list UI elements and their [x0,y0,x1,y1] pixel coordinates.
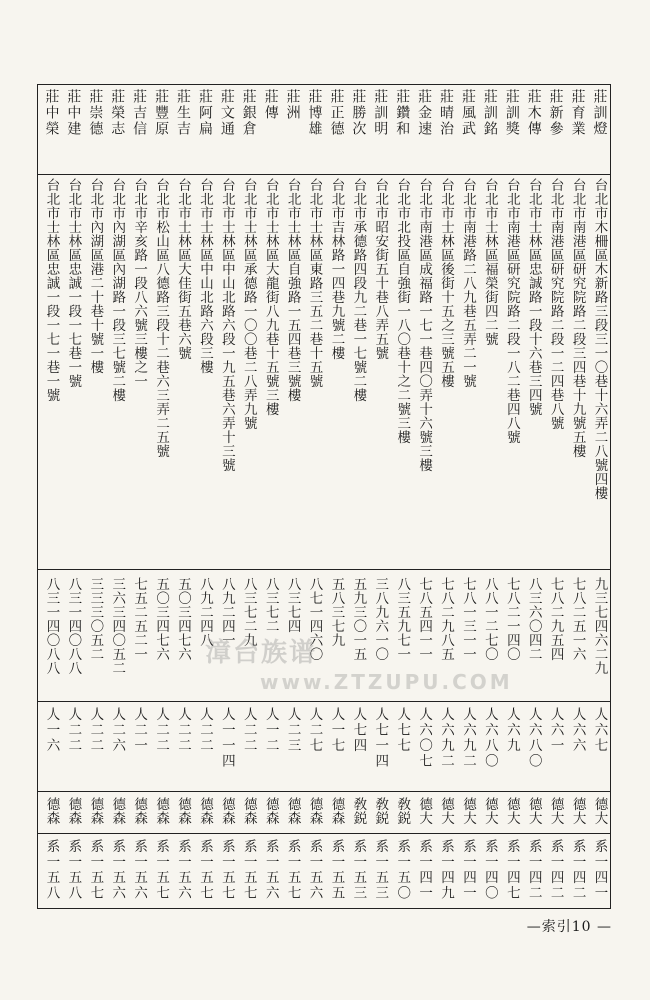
entry-address: 台北市士林區忠誠一段一七一巷一號 [43,178,60,402]
entry-address: 台北市士林區大佳街五巷六號 [175,178,192,360]
entry-father: 德森 [240,797,257,825]
entry-name: 莊鑽和 [394,89,411,137]
entry-generation: 人二二 [65,707,82,754]
entry-name: 莊金速 [416,89,433,137]
entry-father: 德大 [459,797,476,825]
entry-phone: 五八三七九 [328,577,345,647]
entry-address: 台北市南港區成福路一七一巷四〇弄十六號三樓 [416,178,433,472]
branch-row [38,839,610,905]
entry-branch: 系一四二 [547,839,564,901]
entry-generation: 人二二 [175,707,192,754]
entry-generation: 人七七 [394,707,411,754]
entry-name: 莊育業 [569,89,586,137]
entry-address: 台北市昭安街五十巷八弄五號 [372,178,389,360]
entry-branch: 系一四二 [525,839,542,901]
entry-phone: 八三一四〇八八 [43,577,60,675]
entry-phone: 七八一三一一 [459,577,476,661]
entry-branch: 系一五五 [328,839,345,901]
entry-address: 台北市辛亥路一段八六號三樓之一 [131,178,148,388]
entry-name: 莊洲 [284,89,301,121]
entry-branch: 系一五七 [284,839,301,901]
entry-name: 莊生吉 [175,89,192,137]
entry-address: 台北市士林區自強路一五四巷三號樓 [284,178,301,402]
entry-phone: 八三七二 [262,577,279,633]
entry-branch: 系一五六 [262,839,279,901]
phone-row [38,577,610,697]
entry-name: 莊崇德 [87,89,104,137]
entry-branch: 系一五七 [153,839,170,901]
entry-branch: 系一五〇 [394,839,411,901]
entry-phone: 五九三〇一五 [350,577,367,661]
entry-phone: 五〇三四七六 [153,577,170,661]
entry-generation: 人七四 [350,707,367,754]
entry-address: 台北市承德路四段九二巷一七號二樓 [350,178,367,402]
entry-generation: 人二二 [196,707,213,754]
entry-generation: 人七一四 [372,707,389,769]
entry-address: 台北市士林區中山北路六段一九五巷六弄十三號 [218,178,235,472]
entry-branch: 系一四〇 [481,839,498,901]
row-divider [38,701,610,702]
entry-generation: 人二七 [306,707,323,754]
watermark-url: www.ZTZUPU.COM [260,670,513,694]
entry-branch: 系一五七 [240,839,257,901]
entry-father: 德森 [284,797,301,825]
entry-address: 台北市南港區研究院路二段三四巷十九號五樓 [569,178,586,458]
father-row [38,797,610,831]
entry-generation: 人六九二 [438,707,455,769]
entry-name: 莊阿扁 [196,89,213,137]
entry-generation: 人六九 [503,707,520,754]
entry-generation: 人二六 [109,707,126,754]
entry-generation: 人六七 [591,707,608,754]
entry-branch: 系一四九 [438,839,455,901]
entry-generation: 人一一四 [218,707,235,769]
entry-name: 莊銀倉 [240,89,257,137]
index-table [37,84,611,909]
entry-address: 台北市士林區後街十五之三號五樓 [438,178,455,388]
entry-address: 台北市內湖區內湖路一段三七號二樓 [109,178,126,402]
entry-father: 德森 [153,797,170,825]
entry-address: 台北市士林區承德路一〇〇巷二八弄九號 [240,178,257,430]
entry-name: 莊正德 [328,89,345,137]
entry-father: 德大 [591,797,608,825]
name-row [38,89,610,175]
entry-generation: 人二二 [87,707,104,754]
generation-row [38,707,610,789]
entry-name: 莊訓明 [372,89,389,137]
entry-father: 德大 [569,797,586,825]
entry-address: 台北市士林區大龍街八九巷十五號三樓 [262,178,279,416]
entry-generation: 人二二 [153,707,170,754]
entry-address: 台北市南港區研究院路二段一八二巷四八號 [503,178,520,444]
entry-address: 台北市士林區忠誠一段一七巷一號 [65,178,82,388]
entry-father: 德森 [175,797,192,825]
entry-phone: 七八二九五四 [547,577,564,661]
entry-phone: 八八一二七〇 [481,577,498,661]
entry-name: 莊榮志 [109,89,126,137]
entry-branch: 系一四七 [503,839,520,901]
entry-branch: 系一五六 [131,839,148,901]
entry-branch: 系一四一 [459,839,476,901]
entry-father: 德森 [131,797,148,825]
entry-generation: 人一七 [328,707,345,754]
entry-branch: 系一五七 [87,839,104,901]
entry-generation: 人六一 [547,707,564,754]
entry-phone: 八三七四 [284,577,301,633]
entry-phone: 八九二四八 [196,577,213,647]
entry-generation: 人六八〇 [481,707,498,769]
entry-phone: 三三三〇五二 [87,577,104,661]
entry-phone: 八七一四六〇 [306,577,323,661]
entry-name: 莊木傳 [525,89,542,137]
entry-branch: 系一五六 [109,839,126,901]
entry-generation: 人二三 [284,707,301,754]
entry-branch: 系一五八 [65,839,82,901]
entry-father: 德森 [43,797,60,825]
entry-phone: 七八二一四〇 [503,577,520,661]
entry-father: 德森 [306,797,323,825]
entry-address: 台北市士林區中山北路六段三樓 [196,178,213,374]
entry-name: 莊傳 [262,89,279,121]
entry-name: 莊訓獎 [503,89,520,137]
entry-father: 德森 [218,797,235,825]
entry-phone: 七八二九八五 [438,577,455,661]
entry-name: 莊中榮 [43,89,60,137]
entry-address: 台北市松山區八德路三段十二巷六三弄二五號 [153,178,170,458]
entry-name: 莊文通 [218,89,235,137]
entry-branch: 系一四一 [591,839,608,901]
row-divider [38,791,610,792]
entry-generation: 人六九二 [459,707,476,769]
entry-father: 德森 [65,797,82,825]
entry-father: 德森 [328,797,345,825]
entry-generation: 人六六 [569,707,586,754]
entry-name: 莊勝次 [350,89,367,137]
entry-father: 德大 [481,797,498,825]
entry-phone: 八三一四〇八八 [65,577,82,675]
entry-generation: 人六八〇 [525,707,542,769]
entry-name: 莊豐原 [153,89,170,137]
entry-father: 德森 [109,797,126,825]
entry-phone: 八三七二九 [240,577,257,647]
entry-generation: 人二一 [131,707,148,754]
entry-phone: 三八九六一〇 [372,577,389,661]
entry-address: 台北市士林區福榮街四二號 [481,178,498,346]
entry-father: 敎鋭 [372,797,389,825]
entry-phone: 七八五四一一 [416,577,433,661]
entry-name: 莊中建 [65,89,82,137]
entry-address: 台北市北投區自強街一八〇巷十之二號三樓 [394,178,411,444]
entry-father: 德大 [438,797,455,825]
entry-phone: 八三五九七一 [394,577,411,661]
entry-father: 德森 [196,797,213,825]
entry-name: 莊博雄 [306,89,323,137]
entry-phone: 七八二五一六 [569,577,586,661]
entry-branch: 系一五六 [175,839,192,901]
row-divider [38,569,610,570]
entry-name: 莊訓銘 [481,89,498,137]
entry-father: 德大 [503,797,520,825]
entry-branch: 系一五七 [218,839,235,901]
entry-branch: 系一五三 [372,839,389,901]
entry-address: 台北市木柵區木新路三段三一〇巷十六弄二八號四樓 [591,178,608,500]
address-row [38,178,610,568]
entry-phone: 五〇三四七六 [175,577,192,661]
entry-father: 敎鋭 [394,797,411,825]
entry-address: 台北市士林區東路三五二巷十五號 [306,178,323,388]
entry-generation: 人六〇七 [416,707,433,769]
entry-phone: 三六三四〇五二 [109,577,126,675]
entry-phone: 七五二五二一 [131,577,148,661]
watermark-logo: 漳台族谱 [205,638,318,668]
entry-name: 莊吉信 [131,89,148,137]
entry-father: 德森 [262,797,279,825]
entry-father: 德大 [416,797,433,825]
entry-generation: 人一二 [262,707,279,754]
entry-phone: 八三六〇四二 [525,577,542,661]
entry-generation: 人二二 [240,707,257,754]
entry-address: 台北市內湖區港二十巷十號一樓 [87,178,104,374]
entry-branch: 系一五三 [350,839,367,901]
entry-address: 台北市南港路二八九巷五弄二一號 [459,178,476,388]
entry-branch: 系一四一 [416,839,433,901]
row-divider [38,833,610,834]
entry-father: 德大 [525,797,542,825]
entry-address: 台北市南港區研究院路二段一二四巷八號 [547,178,564,430]
entry-father: 敎鋭 [350,797,367,825]
entry-generation: 人一六 [43,707,60,754]
entry-phone: 九三七四六二九 [591,577,608,675]
entry-name: 莊晴治 [438,89,455,137]
entry-name: 莊新參 [547,89,564,137]
entry-name: 莊訓燈 [591,89,608,137]
page-footer: —索引10 — [526,919,612,935]
entry-address: 台北市士林區忠誠路一段十六巷三四號 [525,178,542,416]
entry-address: 台北市吉林路一四巷九號二樓 [328,178,345,360]
entry-phone: 八九二四一 [218,577,235,647]
entry-branch: 系一五七 [196,839,213,901]
entry-father: 德森 [87,797,104,825]
entry-branch: 系一五八 [43,839,60,901]
entry-branch: 系一四二 [569,839,586,901]
entry-name: 莊風武 [459,89,476,137]
entry-father: 德大 [547,797,564,825]
entry-branch: 系一五六 [306,839,323,901]
